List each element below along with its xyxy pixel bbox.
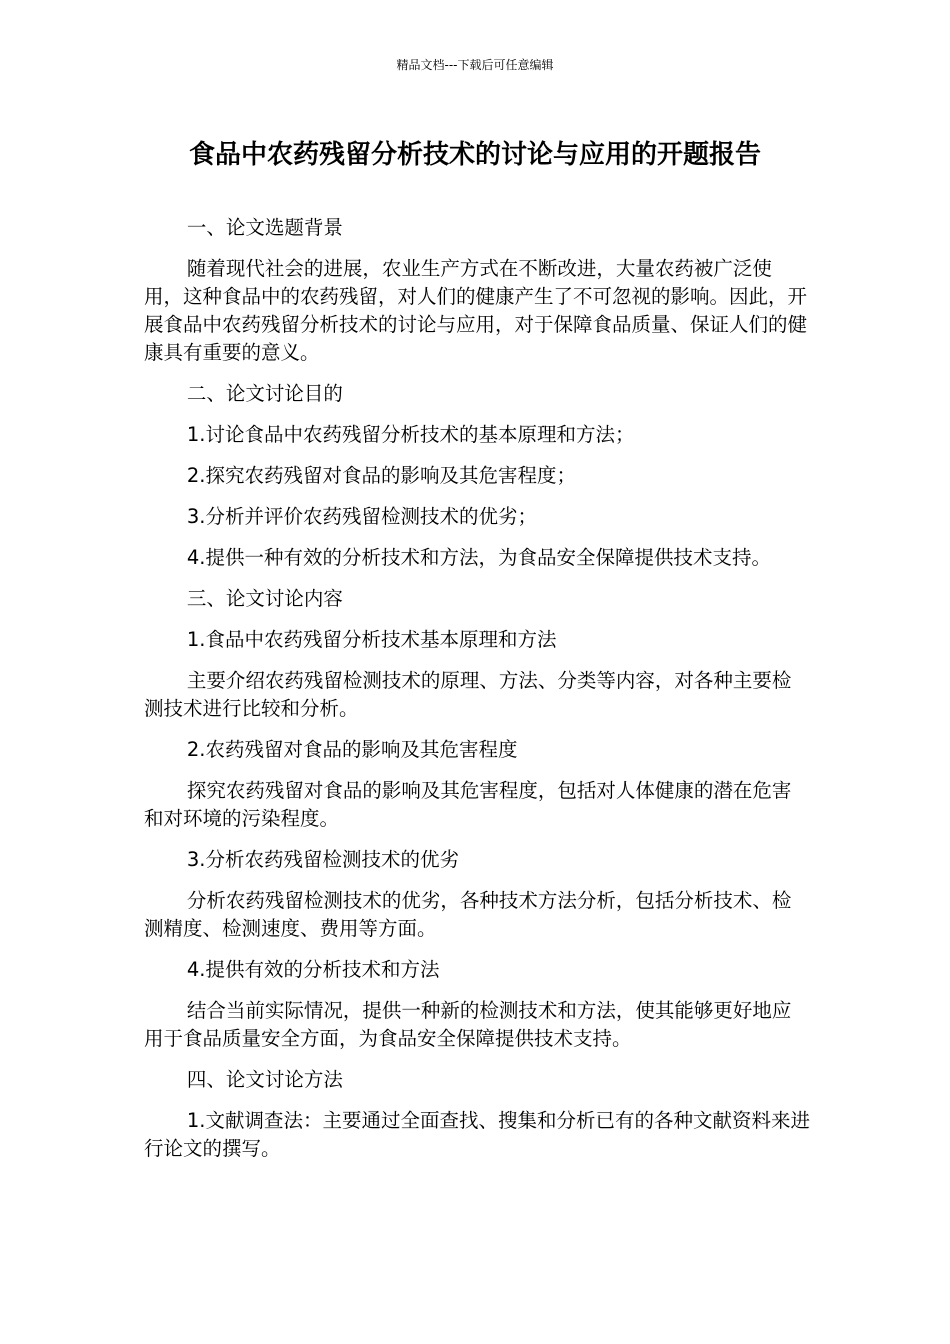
page-header: 精品文档---下载后可任意编辑 bbox=[396, 58, 554, 72]
content-paragraph-4: 结合当前实际情况，提供一种新的检测技术和方法，使其能够更好地应用于食品质量安全方面，为食品安全保障提供技术支持。 bbox=[144, 999, 792, 1050]
paragraph-background: 随着现代社会的进展，农业生产方式在不断改进，大量农药被广泛使用，这种食品中的农药残留，对人们的健康产生了不可忽视的影响。因此，开展食品中农药残留分析技术的讨论与应用，对于保障食品质量、保证人们的健康具有重要的意义。 bbox=[144, 257, 808, 364]
purpose-item-3: 3.分析并评价农药残留检测技术的优劣； bbox=[186, 505, 537, 528]
purpose-item-4: 4.提供一种有效的分析技术和方法，为食品安全保障提供技术支持。 bbox=[186, 546, 771, 569]
document-body bbox=[144, 214, 810, 1176]
content-subheading-2: 2.农药残留对食品的影响及其危害程度 bbox=[186, 738, 518, 761]
content-subheading-4: 4.提供有效的分析技术和方法 bbox=[186, 958, 440, 981]
content-subheading-1: 1.食品中农药残留分析技术基本原理和方法 bbox=[186, 628, 557, 651]
content-subheading-3: 3.分析农药残留检测技术的优劣 bbox=[186, 848, 459, 871]
section-heading-purpose: 二、论文讨论目的 bbox=[186, 382, 343, 405]
section-heading-content: 三、论文讨论内容 bbox=[186, 587, 343, 610]
section-heading-methods: 四、论文讨论方法 bbox=[186, 1068, 343, 1091]
purpose-item-2: 2.探究农药残留对食品的影响及其危害程度； bbox=[186, 464, 576, 487]
content-paragraph-2: 探究农药残留对食品的影响及其危害程度，包括对人体健康的潜在危害和对环境的污染程度。 bbox=[144, 779, 792, 830]
section-heading-background: 一、论文选题背景 bbox=[186, 216, 343, 239]
purpose-item-1: 1.讨论食品中农药残留分析技术的基本原理和方法； bbox=[186, 423, 635, 446]
document-title: 食品中农药残留分析技术的讨论与应用的开题报告 bbox=[188, 140, 761, 170]
methods-item-1: 1.文献调查法：主要通过全面查找、搜集和分析已有的各种文献资料来进行论文的撰写。 bbox=[144, 1109, 810, 1160]
content-paragraph-3: 分析农药残留检测技术的优劣，各种技术方法分析，包括分析技术、检测精度、检测速度、费用等方面。 bbox=[144, 889, 792, 940]
content-paragraph-1: 主要介绍农药残留检测技术的原理、方法、分类等内容，对各种主要检测技术进行比较和分析。 bbox=[144, 669, 792, 720]
